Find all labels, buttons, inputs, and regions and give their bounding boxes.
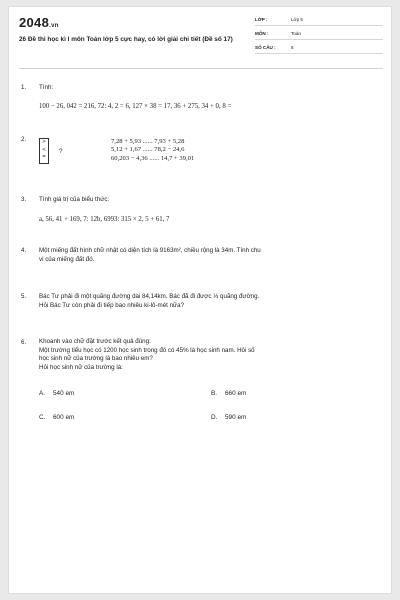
question-number: 2. [21, 136, 27, 143]
page-header [19, 15, 383, 61]
meta-row-class [255, 15, 383, 26]
meta-key: LỚP : [255, 17, 268, 22]
question-prompt: Tính: [39, 84, 54, 91]
question-number: 3. [21, 196, 27, 203]
comparison-row: 5,12 + 1,67 ...... 78,2 − 24,6 [111, 146, 185, 154]
question-mark: ? [59, 148, 63, 155]
question-number: 5. [21, 293, 27, 300]
question-prompt: Khoanh vào chữ đặt trước kết quả đúng: [39, 338, 151, 345]
comparison-row: 60,203 − 4,36 ...... 14,7 + 39,01 [111, 154, 195, 162]
worksheet-page [8, 6, 392, 594]
meta-row-subject [255, 29, 383, 40]
question-text-line: Hỏi học sinh nữ của trường là: [39, 363, 123, 371]
option-letter: A. [39, 390, 46, 397]
question-prompt: Tính giá trị của biểu thức: [39, 196, 110, 203]
logo-main: 2048 [19, 15, 50, 30]
question-number: 1. [21, 84, 27, 91]
symbol-less: < [42, 146, 46, 153]
option-a[interactable] [39, 390, 74, 397]
question-text-line: vi của miếng đất đó. [39, 256, 95, 263]
question-text-line: học sinh nữ của trường là bao nhiêu em? [39, 355, 153, 363]
question-text-line: Hỏi Bác Tư còn phải đi tiếp bao nhiêu ki-lô-mét nữa? [39, 302, 185, 309]
document-title: 26 Đề thi học kì I môn Toán lớp 5 cực hay, có lời giải chi tiết (Đề số 17) [19, 36, 233, 43]
question-text-line: Một trường tiểu học có 1200 học sinh trong đó có 45% là học sinh nam. Hỏi số [39, 346, 255, 354]
meta-value: Lớp 5 [291, 17, 303, 22]
meta-panel [255, 15, 383, 57]
question-expression: 100 − 26, 042 = 216, 72: 4, 2 = 6, 127 × 38 = 17, 36 + 275, 34 + 0, 8 = [39, 103, 232, 110]
option-text: 590 em [225, 414, 247, 421]
meta-value: Toán [291, 31, 301, 36]
option-c[interactable] [39, 414, 74, 421]
meta-key: MÔN : [255, 31, 269, 36]
option-b[interactable] [211, 390, 246, 397]
site-logo[interactable] [19, 15, 59, 30]
comparison-symbols-box [39, 138, 49, 164]
question-number: 6. [21, 339, 27, 346]
question-text-line: Bác Tư phải đi một quãng đường dài 84,14km. Bác đã đi được ⅓ quãng đường. [39, 293, 260, 300]
meta-key: SỐ CÂU : [255, 45, 276, 50]
option-letter: C. [39, 414, 46, 421]
option-letter: B. [211, 390, 218, 397]
option-text: 600 em [53, 414, 75, 421]
question-expression: a, 56, 41 + 169, 7: 12b, 6993: 315 × 2, 5 + 61, 7 [39, 216, 170, 223]
option-letter: D. [211, 414, 218, 421]
option-d[interactable] [211, 414, 246, 421]
comparison-rows [111, 138, 194, 163]
header-divider [19, 68, 383, 69]
meta-value: 6 [291, 45, 294, 50]
question-number: 4. [21, 247, 27, 254]
comparison-row: 7,28 + 5,93 ...... 7,93 + 5,28 [111, 138, 185, 145]
symbol-equal: = [42, 154, 46, 161]
option-text: 660 em [225, 390, 247, 397]
symbol-greater: > [42, 139, 46, 145]
question-text-line: Một miếng đất hình chữ nhật có diện tích là 9163m², chiều rộng là 34m. Tính chu [39, 247, 261, 254]
option-text: 540 em [53, 390, 75, 397]
question-2 [21, 135, 361, 169]
meta-row-count [255, 43, 383, 54]
logo-tld: .vn [49, 23, 59, 29]
